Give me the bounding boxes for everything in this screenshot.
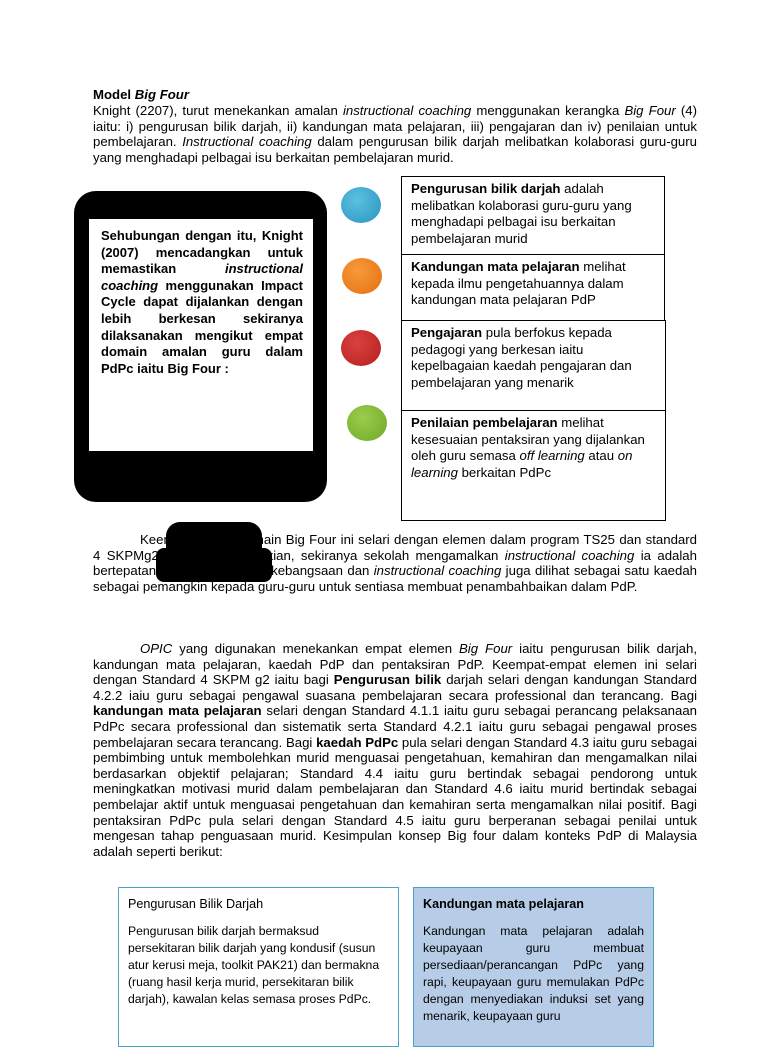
intro-paragraph: Knight (2207), turut menekankan amalan instructional coaching menggunakan kerangka Big Four (4) iaitu: i) pengurusan bilik darjah, ii) kandungan mata pelajaran, iii) pengajaran dan iv) penilaian untuk pembelajaran. Instructional coaching dalam pengurusan bilik darjah melibatkan kolaborasi guru-guru yang menghadapi pelbagai isu berkaitan pembelajaran murid.: [93, 103, 698, 165]
title-italic: Big Four: [134, 87, 189, 102]
blue-circle-icon: [341, 187, 381, 223]
box-pengajaran: Pengajaran pula berfokus kepada pedagogi yang berkesan iaitu kepelbagaian kaedah pengajaran dan pembelajaran yang menarik: [401, 320, 666, 411]
card-body: Kandungan mata pelajaran adalah keupayaan guru membuat persediaan/perancangan PdPc yang rapi, keupayaan guru memulakan PdPc dengan menyediakan induksi set yang menarik, keupayaan guru: [423, 924, 644, 1023]
card-kandungan-mata-pelajaran: [413, 887, 654, 1047]
card-body: Pengurusan bilik darjah bermaksud persekitaran bilik darjah yang kondusif (susun atur kerusi meja, toolkit PAK21) dan bermakna (ruang hasil kerja murid, persekitaran bilik darjah), kawalan kelas semasa proses PdPc.: [128, 924, 380, 1006]
section-title: [93, 87, 189, 102]
box-penilaian-pembelajaran: Penilaian pembelajaran melihat kesesuaian pentaksiran yang dijalankan oleh guru semasa off learning atau on learning berkaitan PdPc: [401, 410, 666, 521]
paragraph-three: OPIC yang digunakan menekankan empat elemen Big Four iaitu pengurusan bilik darjah, kandungan mata pelajaran, kaedah PdP dan pentaksiran PdP. Keempat-empat elemen ini selari dengan Standard 4 SKPM g2 iaitu bagi Pengurusan bilik darjah selari dengan kandungan Standard 4.2.2 iaiu guru sebagai pengawal suasana pembelajaran secara professional dan terancang. Bagi kandungan mata pelajaran selari dengan Standard 4.1.1 iaitu guru sebagai perancang pelaksanaan PdPc secara professional dan sistematik serta Standard 4.2.1 iaitu guru sebagai pengawal proses pembelajaran secara terancang. Bagi kaedah PdPc pula selari dengan Standard 4.3 iaitu guru sebagai pembimbing untuk membolehkan murid menguasai pengetahuan, kemahiran dan mengamalkan nilai berdasarkan objektif pelajaran; Standard 4.4 iaitu guru bertindak sebagai pendorong untuk meningkatkan motivasi murid dalam pembelajaran dan Standard 4.6 iaitu murid bertindak sebagai pembelajar aktif untuk menguasai pengetahuan dan kemahiran serta mengamalkan nilai positif. Bagi pentaksiran PdPc pula selari dengan Standard 4.5 iaitu guru berperanan sebagai penilai untuk mengesan tahap penguasaan murid. Kesimpulan konsep Big four dalam konteks PdP di Malaysia adalah seperti berikut:: [93, 641, 698, 859]
card-title: Pengurusan Bilik Darjah: [128, 897, 264, 911]
box-kandungan-mata-pelajaran: Kandungan mata pelajaran melihat kepada ilmu pengetahuannya dalam kandungan mata pelajaran PdP: [401, 254, 665, 321]
green-circle-icon: [347, 405, 387, 441]
orange-circle-icon: [342, 258, 382, 294]
tablet-text: Sehubungan dengan itu, Knight (2007) mencadangkan untuk memastikan instructional coaching menggunakan Impact Cycle dapat dijalankan dengan lebih berkesan sekiranya dilaksanakan mengikut empat domain amalan guru dalam PdPc iaitu Big Four :: [101, 228, 303, 376]
box-pengurusan-bilik-darjah: Pengurusan bilik darjah adalah melibatkan kolaborasi guru-guru yang menghadapi pelbagai isu berkaitan pembelajaran murid: [401, 176, 665, 255]
paragraph-two: Keempat-empat domain Big Four ini selari dengan elemen dalam program TS25 dan standard 4 SKPMg2. Oleh yang demikian, sekiranya sekolah mengamalkan instructional coaching ia adalah bertepatan dengan instrumen kebangsaan dan instructional coaching juga dilihat sebagai satu kaedah sebagai pemangkin kepada guru-guru untuk sentiasa membuat penambahbaikan dalam PdP.: [93, 532, 697, 594]
title-prefix: Model: [93, 87, 132, 102]
red-circle-icon: [341, 330, 381, 366]
card-title: Kandungan mata pelajaran: [423, 897, 584, 911]
card-pengurusan-bilik-darjah: [118, 887, 399, 1047]
